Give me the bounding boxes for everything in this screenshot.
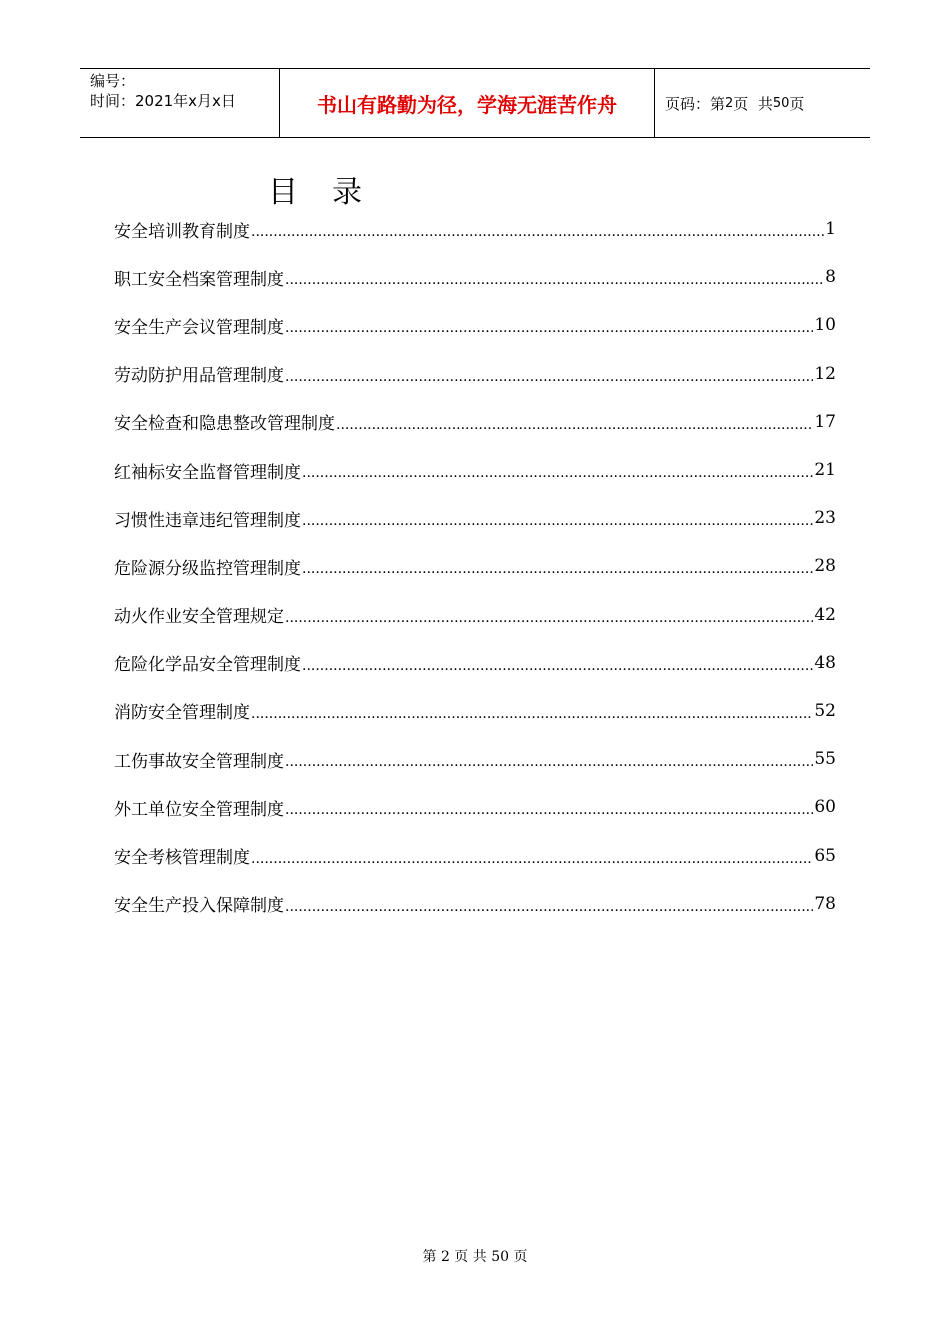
header-motto: 书山有路勤为径，学海无涯苦作舟: [280, 69, 655, 137]
page-header: [80, 68, 870, 138]
toc-leader-dots: [302, 558, 813, 578]
toc-entry[interactable]: [114, 542, 836, 590]
date-label: 时间：2021年x月x日: [90, 92, 236, 110]
toc-leader-dots: [285, 317, 813, 337]
toc-entry-page: 10: [814, 315, 836, 336]
toc-leader-dots: [251, 221, 824, 241]
toc-entry-label: 动火作业安全管理规定: [114, 607, 284, 628]
toc-leader-dots: [251, 848, 813, 868]
toc-entry-label: 安全生产会议管理制度: [114, 317, 284, 338]
toc-leader-dots: [285, 269, 824, 289]
toc-entry-page: 65: [814, 845, 836, 866]
toc-entry-page: 42: [814, 604, 836, 625]
toc-entry-label: 安全培训教育制度: [114, 221, 250, 242]
toc-leader-dots: [285, 751, 813, 771]
toc-entry[interactable]: [114, 446, 836, 494]
toc-entry-label: 职工安全档案管理制度: [114, 269, 284, 290]
toc-entry-label: 危险化学品安全管理制度: [114, 655, 301, 676]
header-meta: [80, 69, 280, 137]
toc-entry-page: 78: [814, 893, 836, 914]
toc-entry-page: 12: [814, 363, 836, 384]
toc-leader-dots: [285, 366, 813, 386]
page-footer: 第 2 页 共 50 页: [422, 1249, 528, 1265]
toc-entry-page: 60: [814, 797, 836, 818]
page-mid: 页 共: [733, 94, 773, 113]
toc-entry-label: 消防安全管理制度: [114, 703, 250, 724]
toc-entry[interactable]: [114, 735, 836, 783]
toc-entry-page: 48: [814, 652, 836, 673]
toc-leader-dots: [285, 896, 813, 916]
toc-entry-page: 23: [814, 508, 836, 529]
toc-leader-dots: [302, 462, 813, 482]
toc-entry-label: 劳动防护用品管理制度: [114, 366, 284, 387]
toc-entry-label: 危险源分级监控管理制度: [114, 558, 301, 579]
toc-entry-label: 工伤事故安全管理制度: [114, 751, 284, 772]
toc-entry[interactable]: [114, 831, 836, 879]
toc-leader-dots: [336, 414, 813, 434]
toc-entry-page: 55: [814, 749, 836, 770]
toc-entry-page: 17: [814, 411, 836, 432]
toc-entry[interactable]: [114, 205, 836, 253]
toc-entry-page: 28: [814, 556, 836, 577]
page-suffix: 页: [789, 94, 805, 113]
toc-entry-page: 8: [825, 267, 836, 288]
toc-leader-dots: [285, 799, 813, 819]
toc-entry[interactable]: [114, 880, 836, 928]
toc-entry[interactable]: [114, 591, 836, 639]
page-prefix: 页码：第: [665, 94, 726, 113]
toc-entry-label: 习惯性违章违纪管理制度: [114, 510, 301, 531]
toc-list: [114, 205, 836, 928]
toc-entry[interactable]: [114, 301, 836, 349]
toc-entry-page: 52: [814, 700, 836, 721]
toc-entry-label: 外工单位安全管理制度: [114, 799, 284, 820]
toc-entry-page: 21: [814, 460, 836, 481]
toc-leader-dots: [285, 607, 813, 627]
toc-entry-label: 安全检查和隐患整改管理制度: [114, 414, 335, 435]
toc-entry-page: 1: [825, 219, 836, 240]
page-total: 50: [772, 95, 790, 111]
toc-entry[interactable]: [114, 253, 836, 301]
toc-entry[interactable]: [114, 350, 836, 398]
header-page-info: [655, 69, 870, 137]
toc-entry-label: 安全生产投入保障制度: [114, 896, 284, 917]
toc-entry-label: 安全考核管理制度: [114, 848, 250, 869]
toc-entry[interactable]: [114, 398, 836, 446]
page-current: 2: [725, 95, 734, 111]
toc-leader-dots: [251, 703, 813, 723]
toc-leader-dots: [302, 655, 813, 675]
toc-entry-label: 红袖标安全监督管理制度: [114, 462, 301, 483]
toc-entry[interactable]: [114, 494, 836, 542]
toc-entry[interactable]: [114, 687, 836, 735]
toc-title: 目录: [268, 175, 396, 210]
number-label: 编号：: [90, 72, 136, 90]
toc-leader-dots: [302, 510, 813, 530]
toc-entry[interactable]: [114, 639, 836, 687]
toc-entry[interactable]: [114, 783, 836, 831]
